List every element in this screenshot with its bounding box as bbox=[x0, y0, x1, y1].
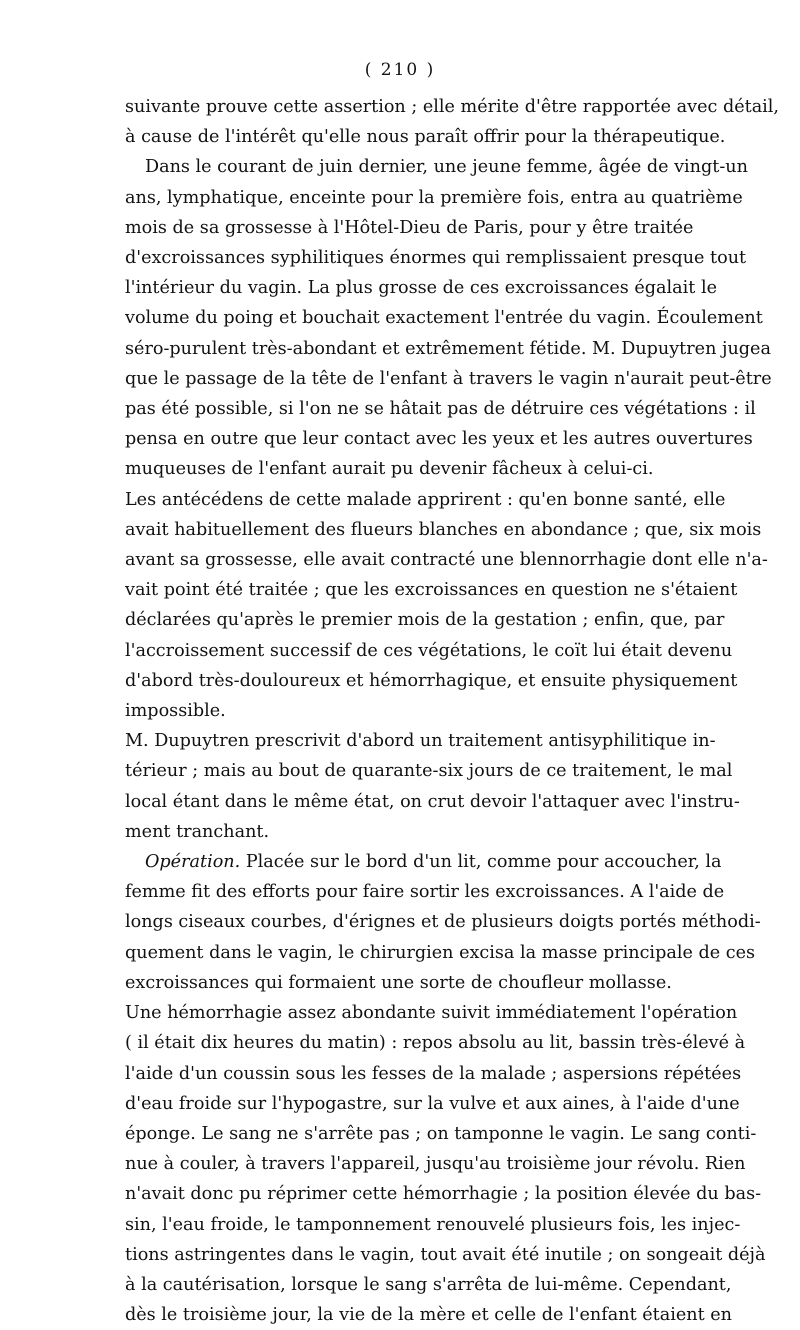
page-number: ( 210 ) bbox=[364, 60, 436, 80]
text-line: quement dans le vagin, le chirurgien excisa la masse principale de ces bbox=[125, 942, 756, 963]
text-line: vait point été traitée ; que les excroissances en question ne s'étaient bbox=[125, 580, 738, 601]
text-line: d'abord très-douloureux et hémorrhagique, et ensuite physiquement bbox=[125, 670, 738, 691]
text-line: sin, l'eau froide, le tamponnement renouvelé plusieurs fois, les injec- bbox=[125, 1214, 741, 1235]
paragraph-start-line: Une hémorrhagie assez abondante suivit immédiatement l'opération bbox=[125, 1003, 738, 1024]
text-line: excroissances qui formaient une sorte de choufleur mollasse. bbox=[125, 972, 672, 993]
operation-label: Opération. bbox=[145, 852, 241, 873]
text-line: à cause de l'intérêt qu'elle nous paraît offrir pour la thérapeutique. bbox=[125, 127, 726, 148]
text-line: avait habituellement des flueurs blanches en abondance ; que, six mois bbox=[125, 519, 762, 540]
paragraph-start-line: M. Dupuytren prescrivit d'abord un traitement antisyphilitique in- bbox=[125, 731, 716, 752]
text-line: ( il était dix heures du matin) : repos absolu au lit, bassin très-élevé à bbox=[125, 1033, 746, 1054]
text-line: avant sa grossesse, elle avait contracté une blennorrhagie dont elle n'a- bbox=[125, 550, 768, 571]
text-line: femme fit des efforts pour faire sortir les excroissances. A l'aide de bbox=[125, 882, 725, 903]
text-line: d'eau froide sur l'hypogastre, sur la vulve et aux aines, à l'aide d'une bbox=[125, 1093, 740, 1114]
body-text bbox=[125, 92, 780, 1330]
paragraph-start-line: Dans le courant de juin dernier, une jeune femme, âgée de vingt-un bbox=[145, 157, 748, 178]
text-line: que le passage de la tête de l'enfant à travers le vagin n'aurait peut-être bbox=[125, 368, 772, 389]
text-line: séro-purulent très-abondant et extrêmement fétide. M. Dupuytren jugea bbox=[125, 338, 771, 359]
text-line: l'intérieur du vagin. La plus grosse de ces excroissances égalait le bbox=[125, 278, 717, 299]
paragraph-start-line bbox=[125, 847, 722, 877]
text-line: muqueuses de l'enfant aurait pu devenir fâcheux à celui-ci. bbox=[125, 459, 654, 480]
text-line: déclarées qu'après le premier mois de la gestation ; enfin, que, par bbox=[125, 610, 725, 631]
text-line: nue à couler, à travers l'appareil, jusqu'au troisième jour révolu. Rien bbox=[125, 1154, 746, 1175]
text-line: suivante prouve cette assertion ; elle mérite d'être rapportée avec détail, bbox=[125, 97, 780, 117]
text-line: à la cautérisation, lorsque le sang s'arrêta de lui-même. Cependant, bbox=[125, 1274, 732, 1295]
text-line: ans, lymphatique, enceinte pour la première fois, entra au quatrième bbox=[125, 187, 743, 208]
operation-text: Placée sur le bord d'un lit, comme pour accoucher, la bbox=[245, 852, 722, 873]
text-line: local étant dans le même état, on crut devoir l'attaquer avec l'instru- bbox=[125, 791, 740, 812]
text-line: ment tranchant. bbox=[125, 821, 270, 842]
text-line: impossible. bbox=[125, 701, 226, 722]
text-line: dès le troisième jour, la vie de la mère et celle de l'enfant étaient en bbox=[125, 1305, 733, 1326]
text-line: n'avait donc pu réprimer cette hémorrhagie ; la position élevée du bas- bbox=[125, 1184, 762, 1205]
text-line: térieur ; mais au bout de quarante-six jours de ce traitement, le mal bbox=[125, 761, 733, 782]
text-line: pensa en outre que leur contact avec les yeux et les autres ouvertures bbox=[125, 429, 753, 450]
text-line: d'excroissances syphilitiques énormes qui remplissaient presque tout bbox=[125, 248, 747, 269]
paragraph-start-line: Les antécédens de cette malade apprirent : qu'en bonne santé, elle bbox=[125, 489, 726, 510]
text-line: pas été possible, si l'on ne se hâtait pas de détruire ces végétations : il bbox=[125, 399, 756, 420]
text-line: tions astringentes dans le vagin, tout avait été inutile ; on songeait déjà bbox=[125, 1244, 766, 1265]
text-line: l'accroissement successif de ces végétations, le coït lui était devenu bbox=[125, 640, 733, 661]
text-line: longs ciseaux courbes, d'érignes et de plusieurs doigts portés méthodi- bbox=[125, 912, 761, 933]
text-line: éponge. Le sang ne s'arrête pas ; on tamponne le vagin. Le sang conti- bbox=[125, 1123, 757, 1144]
text-line: volume du poing et bouchait exactement l'entrée du vagin. Écoulement bbox=[125, 308, 763, 329]
text-line: l'aide d'un coussin sous les fesses de la malade ; aspersions répétées bbox=[125, 1063, 742, 1084]
text-line: mois de sa grossesse à l'Hôtel-Dieu de Paris, pour y être traitée bbox=[125, 217, 694, 238]
